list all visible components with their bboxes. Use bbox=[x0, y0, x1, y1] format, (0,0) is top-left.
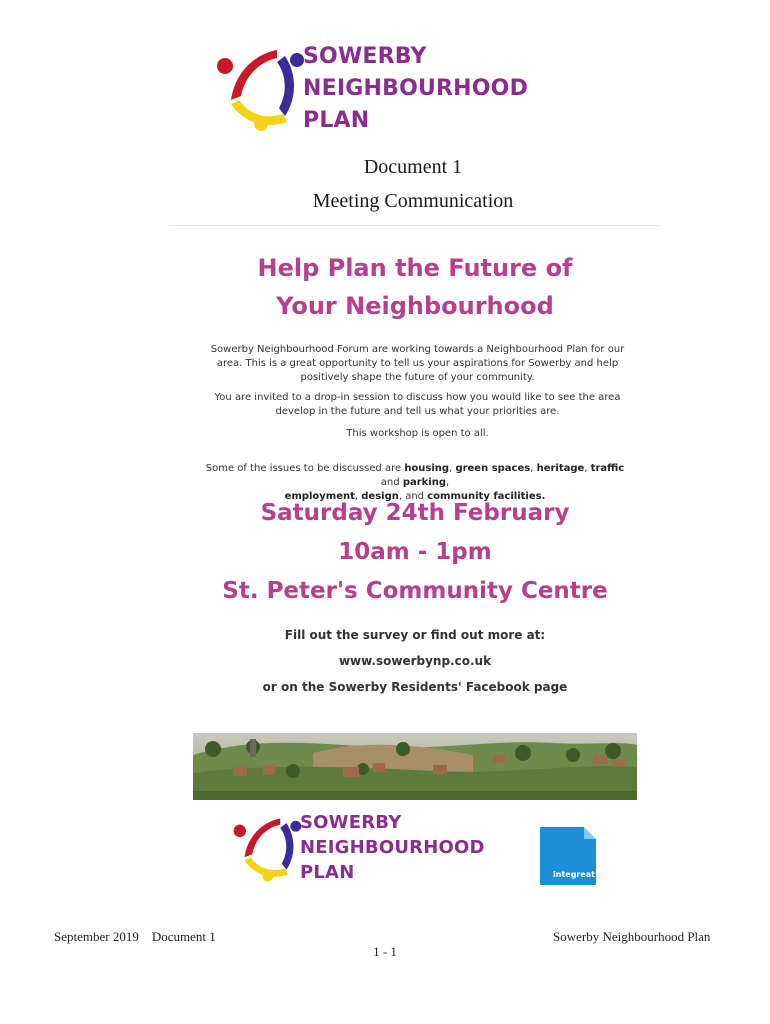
footer-logo-line2: NEIGHBOURHOOD bbox=[300, 837, 485, 858]
flyer-open-note: This workshop is open to all. bbox=[346, 428, 489, 439]
footer-logo-line3: PLAN bbox=[300, 862, 355, 883]
issues-and: and bbox=[380, 477, 400, 488]
document-title: Document 1 bbox=[363, 156, 463, 178]
landscape-photo bbox=[193, 733, 637, 800]
flyer-headline-1: Help Plan the Future of bbox=[257, 254, 573, 282]
header-logo-line1: SOWERBY bbox=[303, 44, 427, 69]
header-logo-line3: PLAN bbox=[303, 108, 370, 133]
issue-employment: employment bbox=[284, 491, 355, 502]
logo-mark-icon bbox=[232, 812, 302, 884]
logo-mark-icon bbox=[215, 42, 305, 134]
contact-line-1: Fill out the survey or find out more at: bbox=[284, 628, 546, 642]
event-venue: St. Peter's Community Centre bbox=[222, 578, 608, 604]
contact-url: www.sowerbynp.co.uk bbox=[338, 654, 492, 668]
issue-heritage: heritage bbox=[536, 463, 585, 474]
document-subtitle: Meeting Communication bbox=[312, 190, 514, 212]
issue-green-spaces: green spaces bbox=[455, 463, 531, 474]
event-time: 10am - 1pm bbox=[338, 539, 492, 565]
issue-parking: parking bbox=[402, 477, 447, 488]
issue-design: design bbox=[361, 491, 399, 502]
footer-logo bbox=[232, 812, 512, 887]
flyer-headline-2: Your Neighbourhood bbox=[276, 292, 554, 320]
footer-left: September 2019 Document 1 bbox=[54, 929, 216, 944]
flyer-invite: You are invited to a drop-in session to discuss how you would like to see the area develop in the future and tell us what your priorities are. bbox=[214, 392, 621, 417]
issue-traffic: traffic bbox=[590, 463, 625, 474]
flyer-intro: Sowerby Neighbourhood Forum are working towards a Neighbourhood Plan for our area. This is a great opportunity to tell us your aspirations for Sowerby and help positively shape the future of your community. bbox=[210, 344, 625, 383]
contact-line-3: or on the Sowerby Residents' Facebook page bbox=[262, 680, 568, 694]
event-date: Saturday 24th February bbox=[260, 500, 570, 526]
issue-community: community facilities. bbox=[427, 491, 546, 502]
flyer-top-border bbox=[170, 225, 660, 226]
page-number: 1 - 1 bbox=[373, 944, 397, 959]
issues-prefix: Some of the issues to be discussed are bbox=[205, 463, 405, 474]
header-logo-line2: NEIGHBOURHOOD bbox=[303, 76, 529, 101]
integreat-label: integreat bbox=[553, 870, 596, 879]
flyer-issues: Some of the issues to be discussed are housing, green spaces, heritage, traffic and parking, employment, design, and community facilities. bbox=[205, 463, 625, 502]
header-logo bbox=[215, 42, 565, 137]
issue-housing: housing bbox=[404, 463, 450, 474]
footer-logo-line1: SOWERBY bbox=[300, 812, 402, 833]
issues-and-2: and bbox=[405, 491, 425, 502]
footer-right: Sowerby Neighbourhood Plan bbox=[553, 929, 711, 944]
